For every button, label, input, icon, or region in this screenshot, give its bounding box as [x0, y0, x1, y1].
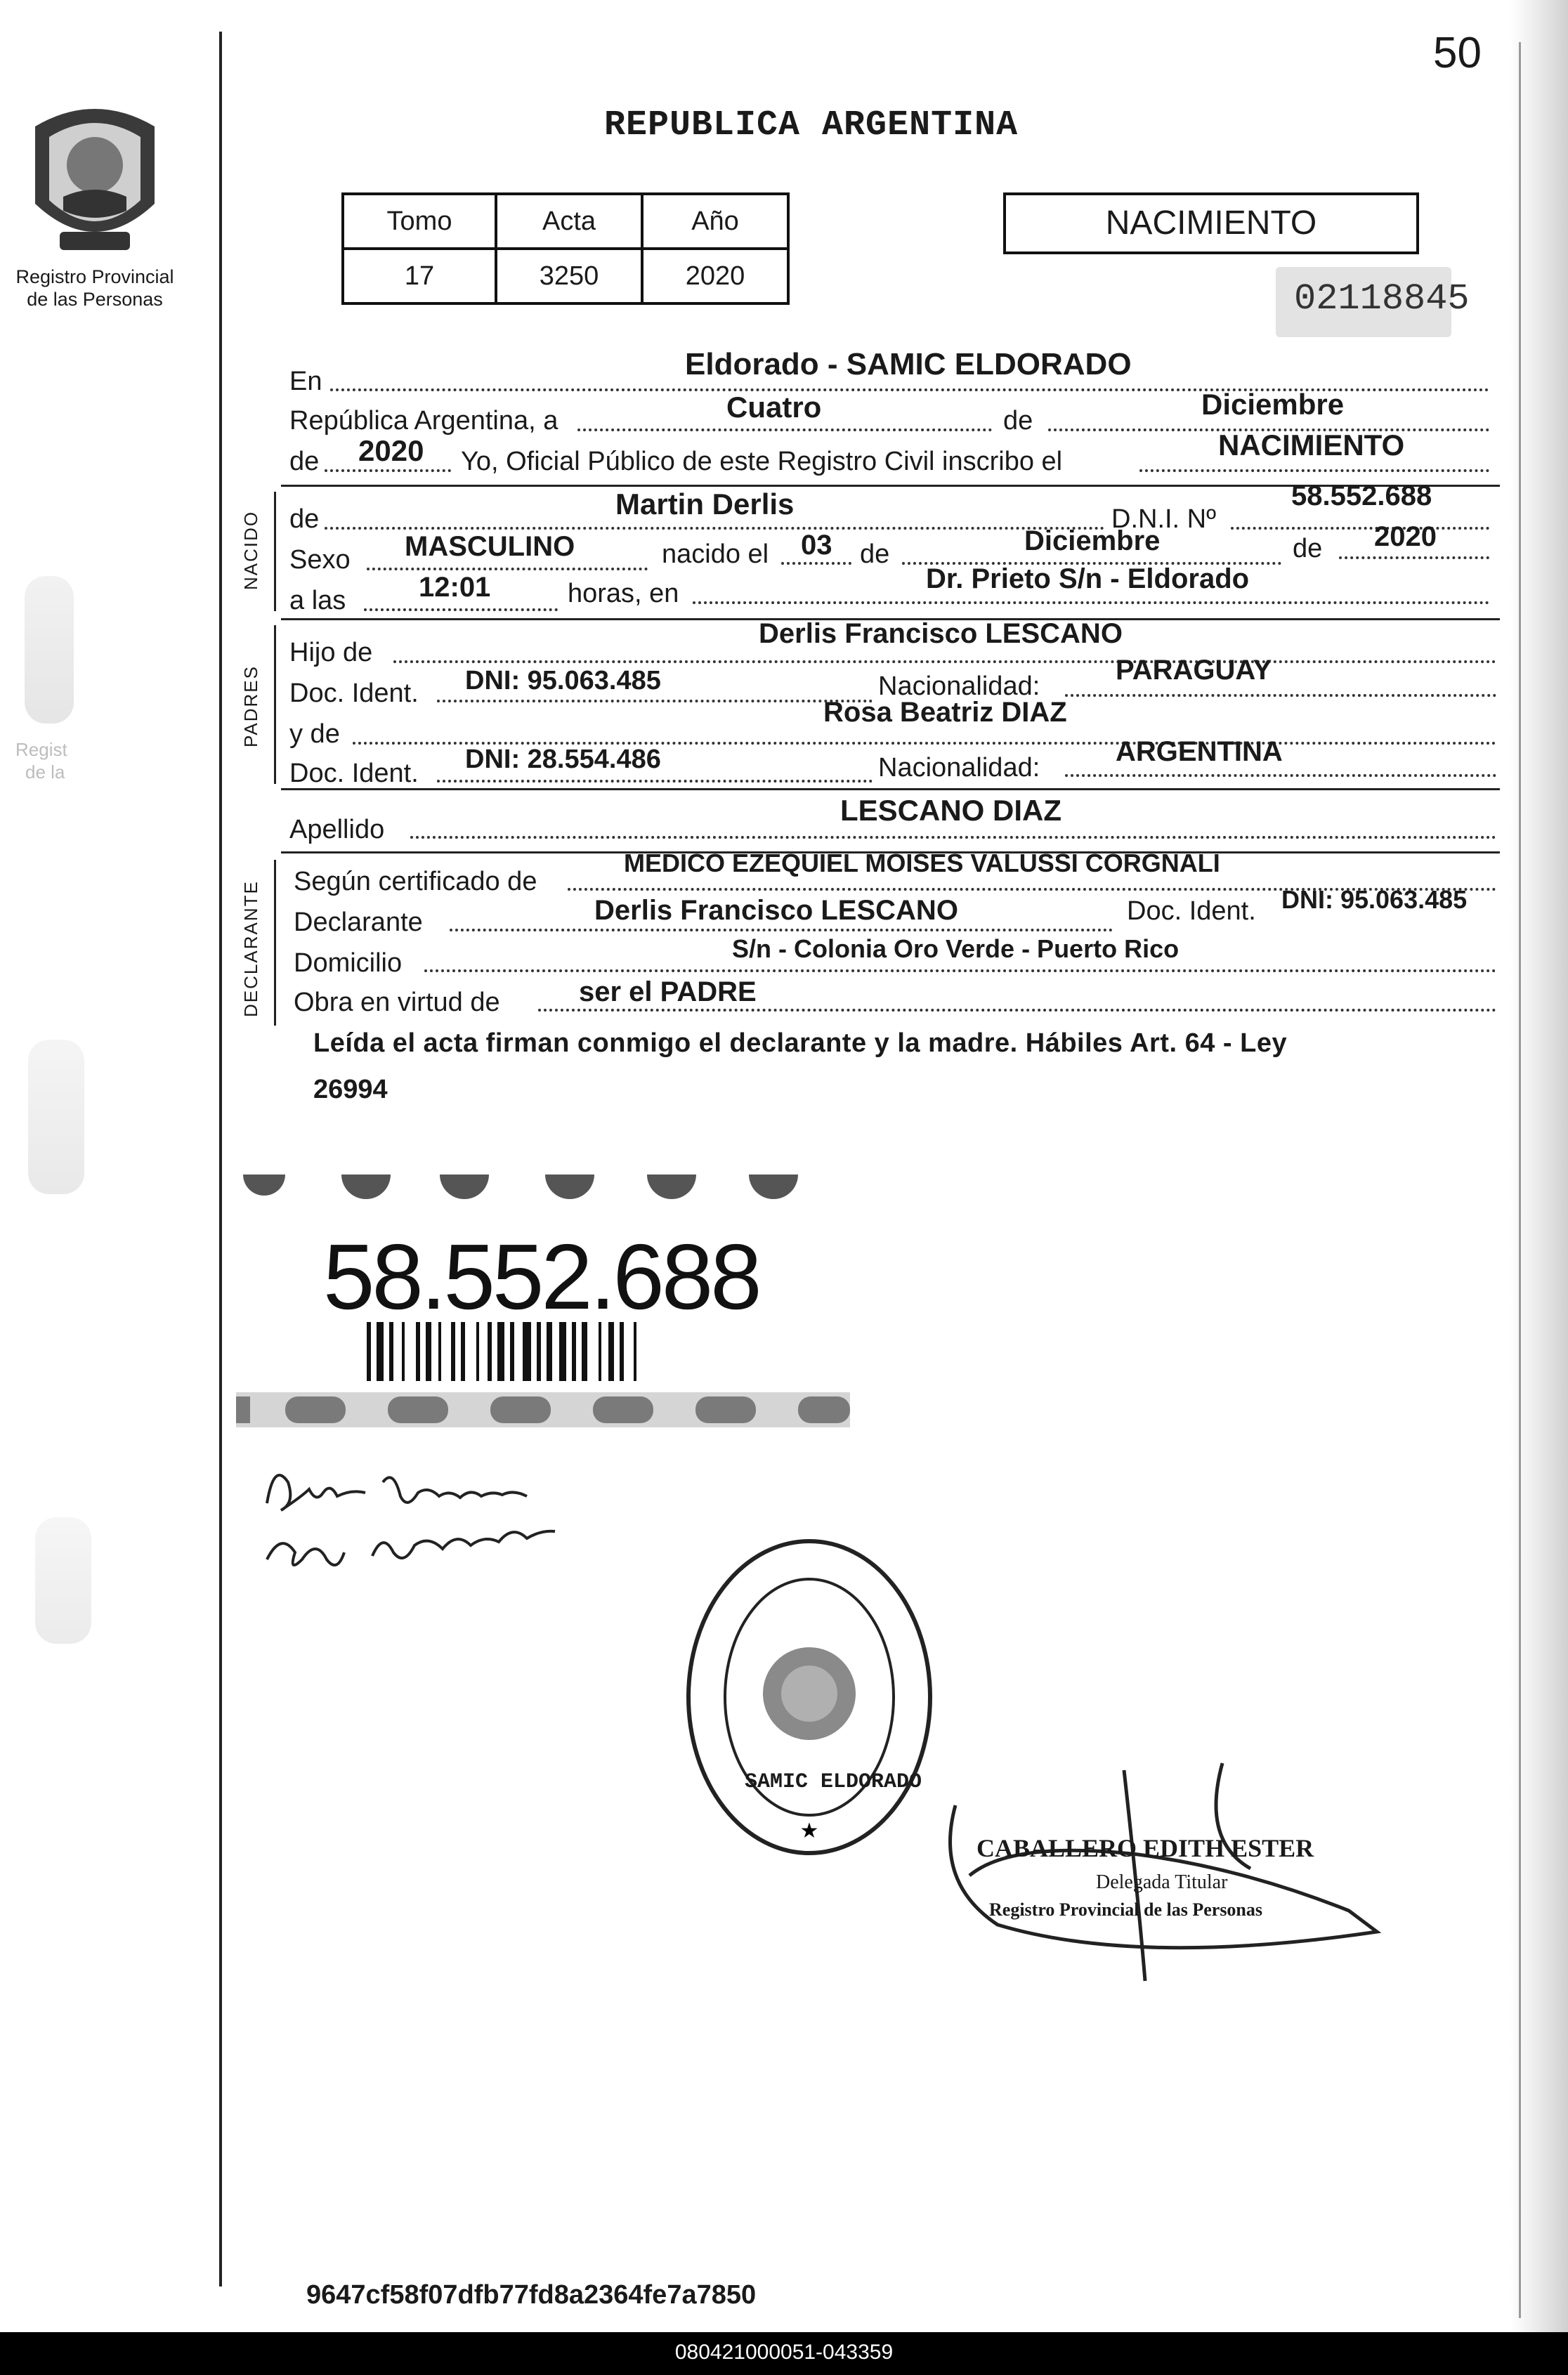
- year-prefix: de: [289, 447, 320, 476]
- logo-caption: [0, 266, 190, 310]
- barcode-bar: [559, 1322, 566, 1381]
- nacido-de-label-3: de: [1293, 534, 1323, 563]
- father-doc-value: DNI: 95.063.485: [465, 666, 661, 695]
- official-name: CABALLERO EDITH ESTER: [976, 1834, 1314, 1862]
- ghost-text-1: Regist: [15, 739, 67, 760]
- official-role: Delegada Titular: [1096, 1871, 1228, 1893]
- birth-year-value: 2020: [1374, 521, 1437, 552]
- father-name-value: Derlis Francisco LESCANO: [759, 618, 1123, 649]
- registry-header-tomo: Tomo: [343, 194, 496, 249]
- father-nat-value: PARAGUAY: [1116, 655, 1272, 686]
- serial-stamp: [1276, 267, 1470, 337]
- registry-header-acta: Acta: [496, 194, 642, 249]
- barcode-bar: [582, 1322, 587, 1381]
- registry-header-ano: Año: [642, 194, 788, 249]
- barcode-bar: [426, 1322, 431, 1381]
- declarante-section-label: DECLARANTE: [240, 880, 261, 1017]
- father-doc-label: Doc. Ident.: [289, 679, 419, 708]
- birth-month-value: Diciembre: [1024, 525, 1161, 556]
- declarante-dots: [450, 929, 1113, 931]
- de-label: de: [1003, 406, 1033, 436]
- nacido-section-label: NACIDO: [240, 510, 261, 590]
- father-signature: [260, 1454, 625, 1581]
- obra-label: Obra en virtud de: [294, 988, 500, 1017]
- nacido-el-label: nacido el: [662, 539, 769, 569]
- province-coat-of-arms-icon: [21, 98, 169, 260]
- dni-dots: [1231, 527, 1489, 530]
- svg-text:★: ★: [799, 1819, 819, 1843]
- barcode-bar: [416, 1322, 420, 1381]
- margin-rule: [219, 32, 222, 2286]
- barcode-bar: [537, 1322, 541, 1381]
- ghost-emblem-3: [35, 1517, 91, 1644]
- page-number: 50: [1433, 29, 1482, 77]
- month-value: Diciembre: [1201, 388, 1345, 421]
- mother-nat-dots: [1065, 774, 1496, 777]
- domicilio-label: Domicilio: [294, 948, 403, 978]
- mother-doc-label: Doc. Ident.: [289, 759, 419, 788]
- birth-day-dots: [781, 562, 851, 565]
- father-nat-label: Nacionalidad:: [878, 672, 1040, 701]
- segun-label: Según certificado de: [294, 867, 537, 896]
- horas-en-label: horas, en: [568, 579, 679, 608]
- child-name-value: Martin Derlis: [615, 488, 795, 521]
- sexo-label: Sexo: [289, 545, 351, 575]
- declarante-doc-value: DNI: 95.063.485: [1281, 885, 1468, 914]
- official-office: Registro Provincial de las Personas: [989, 1899, 1263, 1920]
- dni-label: D.N.I. Nº: [1111, 504, 1216, 534]
- y-de-label: y de: [289, 719, 340, 749]
- barcode-bar: [377, 1322, 384, 1381]
- obra-value: ser el PADRE: [579, 976, 757, 1007]
- barcode-bar: [620, 1322, 624, 1381]
- barcode-bar: [497, 1322, 504, 1381]
- nacido-de-label-2: de: [860, 539, 890, 569]
- en-label: En: [289, 367, 322, 396]
- inscribo-dots: [1139, 469, 1489, 472]
- record-type-label: NACIMIENTO: [1105, 204, 1317, 242]
- barcode-bar: [608, 1322, 614, 1381]
- barcode-bar: [510, 1322, 514, 1381]
- barcode-bar: [488, 1322, 492, 1381]
- day-value: Cuatro: [726, 391, 822, 424]
- a-las-label: a las: [289, 586, 346, 615]
- mother-doc-value: DNI: 28.554.486: [465, 745, 661, 774]
- apellido-dots: [410, 836, 1496, 839]
- domicilio-value: S/n - Colonia Oro Verde - Puerto Rico: [732, 934, 1180, 963]
- birth-year-dots: [1339, 556, 1489, 559]
- father-doc-dots: [437, 700, 873, 702]
- segun-value: MEDICO EZEQUIEL MOISES VALUSSI CORGNALI: [624, 849, 1220, 877]
- time-dots: [364, 608, 558, 611]
- sexo-value: MASCULINO: [405, 531, 575, 562]
- birth-time-value: 12:01: [419, 572, 491, 603]
- father-name-dots: [393, 660, 1496, 663]
- declarante-label: Declarante: [294, 908, 423, 937]
- en-value: Eldorado - SAMIC ELDORADO: [685, 347, 1132, 381]
- registry-value-tomo: 17: [343, 249, 496, 303]
- closing-line2: 26994: [313, 1075, 388, 1104]
- ghost-emblem-2: [28, 1040, 84, 1194]
- serial-number: 02118845: [1294, 278, 1470, 320]
- republica-label: República Argentina, a: [289, 406, 558, 436]
- birth-place-value: Dr. Prieto S/n - Eldorado: [926, 563, 1250, 594]
- ghost-text-2: de la: [25, 761, 65, 783]
- sexo-dots: [367, 568, 648, 570]
- father-nat-dots: [1065, 694, 1496, 697]
- footer-bar: [0, 2332, 1568, 2375]
- declarante-bracket: [274, 860, 276, 1026]
- mother-nat-value: ARGENTINA: [1116, 736, 1283, 767]
- right-edge-line: [1519, 42, 1521, 2318]
- barcode-bar: [389, 1322, 393, 1381]
- province-logo: [21, 98, 169, 260]
- mother-nat-label: Nacionalidad:: [878, 753, 1040, 783]
- footer-code: 080421000051-043359: [674, 2341, 894, 2364]
- padres-section-label: PADRES: [240, 665, 261, 747]
- name-dots: [325, 527, 1104, 530]
- dni-sticker: [236, 1175, 850, 1427]
- registry-table: [341, 192, 790, 305]
- registry-value-acta: 3250: [496, 249, 642, 303]
- child-dni-value: 58.552.688: [1291, 480, 1432, 511]
- barcode-bar: [461, 1322, 465, 1381]
- place-dots: [693, 601, 1489, 604]
- document-title: REPUBLICA ARGENTINA: [604, 105, 1019, 145]
- inscribo-text: Yo, Oficial Público de este Registro Civil inscribo el: [461, 447, 1063, 476]
- year-dots: [325, 469, 451, 472]
- apellido-value: LESCANO DIAZ: [840, 794, 1061, 827]
- year-value: 2020: [358, 434, 424, 467]
- barcode-bar: [476, 1322, 479, 1381]
- barcode-bar: [523, 1322, 531, 1381]
- barcode-bar: [599, 1322, 601, 1381]
- logo-caption-line1: Registro Provincial: [15, 266, 174, 287]
- day-dots: [577, 428, 992, 431]
- barcode-bar: [547, 1322, 552, 1381]
- nacido-de-label: de: [289, 504, 320, 534]
- apellido-label: Apellido: [289, 815, 385, 844]
- barcode-bar: [451, 1322, 455, 1381]
- obra-dots: [538, 1009, 1496, 1012]
- record-type-box: [1003, 192, 1419, 254]
- logo-caption-line2: de las Personas: [27, 289, 163, 310]
- barcode-bar: [572, 1322, 576, 1381]
- birth-day-value: 03: [801, 530, 832, 561]
- registry-value-ano: 2020: [642, 249, 788, 303]
- closing-line1: Leída el acta firman conmigo el declarante y la madre. Hábiles Art. 64 - Ley: [313, 1028, 1288, 1058]
- barcode-bar: [634, 1322, 636, 1381]
- barcode-bar: [402, 1322, 405, 1381]
- declarante-value: Derlis Francisco LESCANO: [594, 895, 958, 926]
- padres-bracket: [274, 625, 276, 784]
- inscribo-value: NACIMIENTO: [1218, 428, 1405, 462]
- mother-name-value: Rosa Beatriz DIAZ: [823, 697, 1067, 728]
- hijo-de-label: Hijo de: [289, 638, 373, 667]
- nacido-bracket: [274, 492, 276, 611]
- seal-inner-text: SAMIC ELDORADO: [745, 1770, 922, 1794]
- mother-doc-dots: [437, 780, 873, 783]
- barcode-bar: [367, 1322, 371, 1381]
- document-hash: 9647cf58f07dfb77fd8a2364fe7a7850: [306, 2280, 757, 2310]
- sticker-dni-number: 58.552.688: [323, 1225, 759, 1328]
- declarante-doc-label: Doc. Ident.: [1127, 896, 1256, 926]
- ghost-emblem: [25, 576, 74, 724]
- separator-apellido-top: [281, 788, 1500, 790]
- domicilio-dots: [424, 969, 1496, 972]
- barcode-bar: [438, 1322, 441, 1381]
